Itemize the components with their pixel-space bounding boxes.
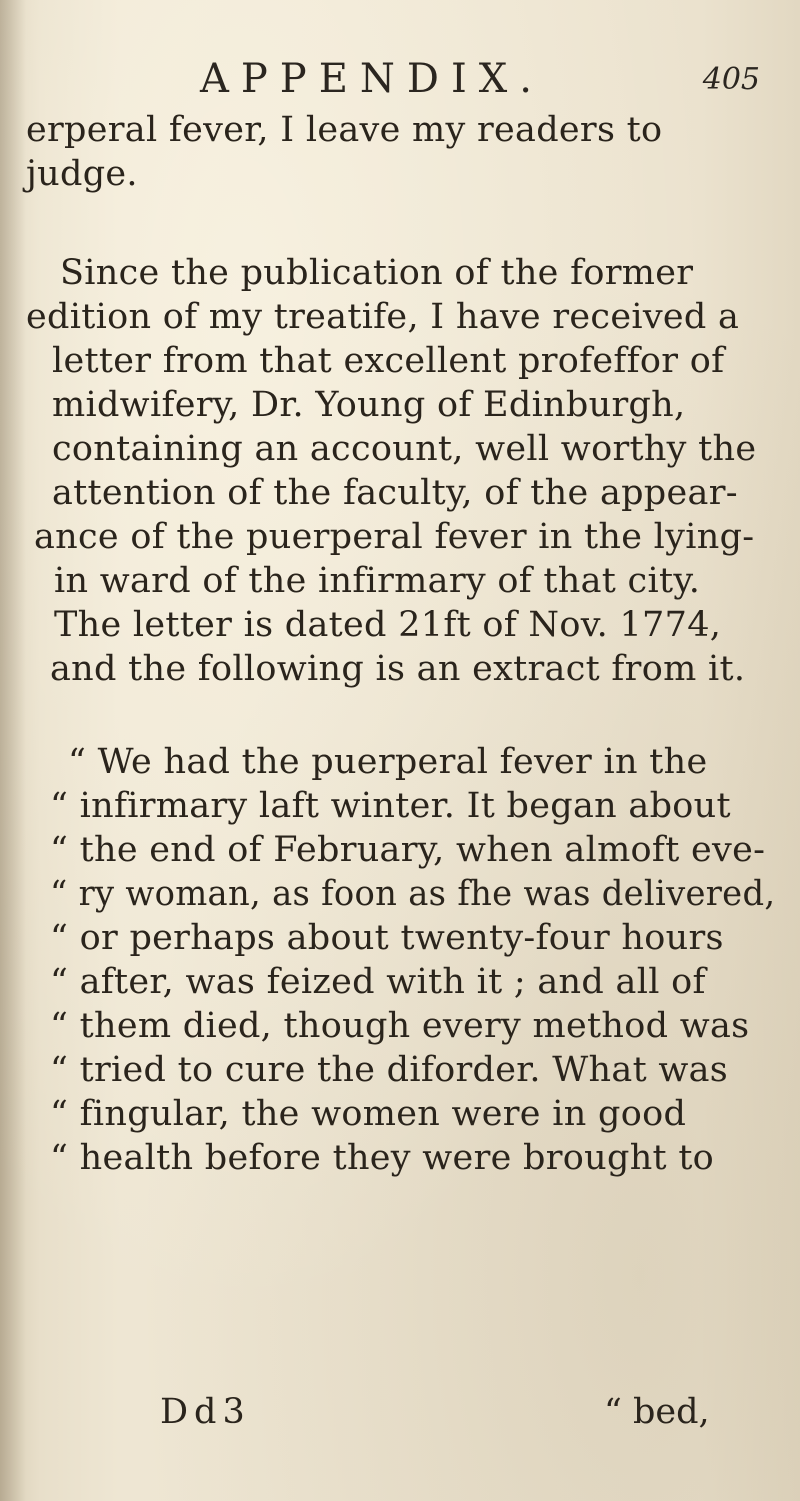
running-head: APPENDIX. (200, 56, 544, 102)
text-line: “ health before they were brought to (50, 1138, 715, 1178)
text-line: “ or perhaps about twenty-four hours (50, 918, 724, 958)
text-line: Since the publication of the former (60, 253, 694, 293)
text-line: “ fingular, the women were in good (50, 1094, 687, 1134)
text-line: “ the end of February, when almoft eve- (50, 830, 766, 870)
text-line: containing an account, well worthy the (52, 429, 757, 469)
gutter-shadow (0, 0, 26, 1501)
text-line: letter from that excellent profeffor of (52, 341, 725, 381)
page-header (0, 56, 800, 106)
signature-mark: Dd3 (160, 1392, 251, 1432)
text-line: erperal fever, I leave my readers to (26, 110, 663, 150)
text-line: The letter is dated 21ft of Nov. 1774, (54, 605, 722, 645)
text-line: “ ry woman, as foon as fhe was delivered, (50, 874, 776, 914)
text-line: midwifery, Dr. Young of Edinburgh, (52, 385, 686, 425)
page-footer (0, 1392, 800, 1440)
text-line: ance of the puerperal fever in the lying- (34, 517, 755, 557)
text-line: “ them died, though every method was (50, 1006, 750, 1046)
text-line: “ We had the puerperal fever in the (68, 742, 708, 782)
page-number: 405 (702, 62, 760, 97)
text-line: “ tried to cure the diforder. What was (50, 1050, 729, 1090)
text-line: “ infirmary laft winter. It began about (50, 786, 731, 826)
text-line: edition of my treatife, I have received a (26, 297, 740, 337)
text-line: judge. (26, 154, 138, 194)
text-line: “ after, was feized with it ; and all of (50, 962, 706, 1002)
text-line: in ward of the infirmary of that city. (54, 561, 701, 601)
text-line: attention of the faculty, of the appear- (52, 473, 738, 513)
text-line: and the following is an extract from it. (50, 649, 746, 689)
catchword: “ bed, (604, 1392, 710, 1432)
